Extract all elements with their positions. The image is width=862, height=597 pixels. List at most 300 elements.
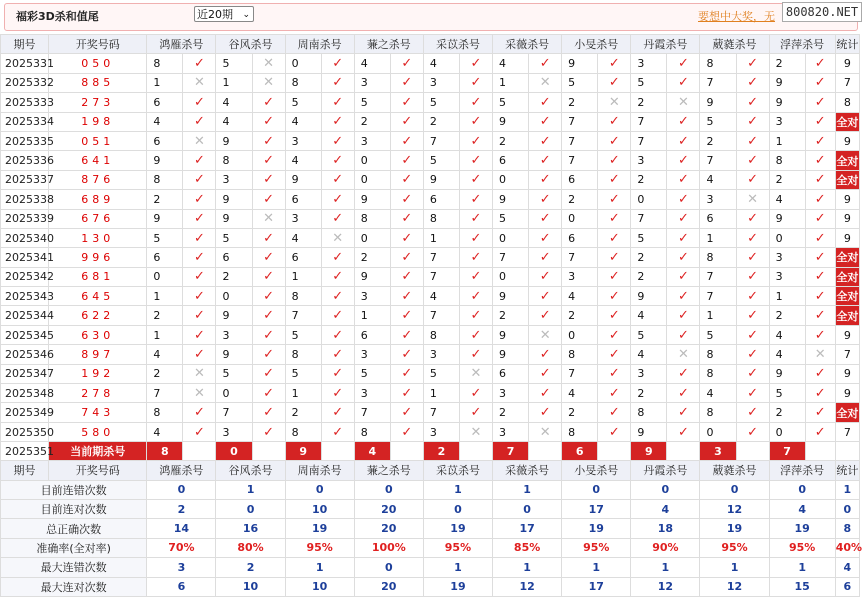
stat-label: 最大连对次数: [1, 577, 147, 596]
check-icon: ✓: [598, 151, 631, 170]
check-icon: ✓: [390, 345, 423, 364]
kill-pick-cell: 9: [285, 170, 321, 189]
stat-value: 16: [216, 519, 285, 538]
check-icon: ✓: [667, 112, 700, 131]
stat-value: 1: [493, 558, 562, 577]
kill-pick-cell: 0: [147, 267, 183, 286]
draw-number-cell: 681: [49, 267, 147, 286]
col-header-draw: 开奖号码: [49, 461, 147, 480]
kill-pick-cell: 4: [354, 54, 390, 73]
draw-number-cell: 876: [49, 170, 147, 189]
kill-pick-cell: 2: [631, 384, 667, 403]
stat-value: 4: [631, 499, 700, 518]
kill-pick-cell: 8: [285, 73, 321, 92]
period-cell: 2025348: [1, 384, 49, 403]
col-header-expert: 采薇杀号: [493, 35, 562, 54]
check-icon: ✓: [736, 73, 769, 92]
stat-value: 0: [423, 499, 492, 518]
check-icon: ✓: [183, 345, 216, 364]
period-cell: 2025347: [1, 364, 49, 383]
stat-value: 0: [631, 480, 700, 499]
check-icon: ✓: [390, 248, 423, 267]
period-range-value: 近20期: [197, 8, 233, 21]
kill-pick-cell: 6: [700, 209, 736, 228]
kill-pick-cell: 0: [562, 325, 598, 344]
current-pick-cell: 0: [216, 442, 252, 461]
period-cell: 2025341: [1, 248, 49, 267]
kill-pick-cell: 6: [493, 151, 529, 170]
kill-pick-cell: 3: [354, 73, 390, 92]
col-header-expert: 蒹之杀号: [354, 35, 423, 54]
kill-pick-cell: 4: [493, 54, 529, 73]
check-icon: ✓: [529, 112, 562, 131]
table-row: [1, 345, 860, 364]
kill-pick-cell: 4: [769, 190, 805, 209]
current-pick-cell: 4: [354, 442, 390, 461]
check-icon: ✓: [390, 364, 423, 383]
kill-pick-cell: 7: [700, 287, 736, 306]
kill-pick-cell: 7: [423, 403, 459, 422]
stat-label: 目前连对次数: [1, 499, 147, 518]
check-icon: ✓: [667, 170, 700, 189]
check-icon: ✓: [459, 112, 492, 131]
stat-row: [1, 519, 860, 538]
table-row: [1, 170, 860, 189]
check-icon: ✓: [390, 228, 423, 247]
stat-value: 20: [354, 499, 423, 518]
kill-pick-cell: 5: [700, 325, 736, 344]
page-title: 福彩3D杀和值尾: [16, 10, 99, 23]
kill-pick-cell: 9: [216, 345, 252, 364]
kill-pick-cell: 2: [769, 306, 805, 325]
check-icon: ✓: [390, 287, 423, 306]
check-icon: ✓: [598, 403, 631, 422]
check-icon: ✓: [667, 248, 700, 267]
col-header-expert: 鸿雁杀号: [147, 35, 216, 54]
stat-value: 1: [423, 558, 492, 577]
empty-cell: [805, 442, 835, 461]
kill-pick-cell: 2: [285, 403, 321, 422]
kill-pick-cell: 0: [216, 384, 252, 403]
check-icon: ✓: [736, 151, 769, 170]
check-icon: ✓: [183, 93, 216, 112]
table-row: [1, 287, 860, 306]
kill-pick-cell: 7: [562, 131, 598, 150]
check-icon: ✓: [183, 403, 216, 422]
kill-pick-cell: 5: [423, 364, 459, 383]
check-icon: ✓: [459, 73, 492, 92]
col-header-period: 期号: [1, 35, 49, 54]
check-icon: ✓: [667, 73, 700, 92]
stat-value: 1: [769, 558, 835, 577]
check-icon: ✓: [183, 267, 216, 286]
empty-cell: [183, 442, 216, 461]
check-icon: ✓: [459, 190, 492, 209]
kill-pick-cell: 3: [216, 325, 252, 344]
kill-pick-cell: 2: [700, 131, 736, 150]
kill-pick-cell: 4: [147, 345, 183, 364]
check-icon: ✓: [598, 364, 631, 383]
check-icon: ✓: [183, 287, 216, 306]
kill-pick-cell: 0: [354, 151, 390, 170]
check-icon: ✓: [598, 54, 631, 73]
kill-pick-cell: 3: [631, 364, 667, 383]
top-bar: [0, 0, 860, 32]
col-header-total: 统计: [835, 35, 859, 54]
total-cell: 全对: [835, 403, 859, 422]
check-icon: ✓: [321, 403, 354, 422]
kill-pick-cell: 7: [562, 248, 598, 267]
check-icon: ✓: [529, 364, 562, 383]
kill-pick-cell: 9: [147, 209, 183, 228]
kill-pick-cell: 2: [423, 112, 459, 131]
kill-pick-cell: 6: [147, 131, 183, 150]
check-icon: ✓: [183, 325, 216, 344]
period-cell: 2025350: [1, 422, 49, 441]
kill-pick-cell: 9: [493, 345, 529, 364]
table-row: [1, 151, 860, 170]
table-row: [1, 248, 860, 267]
stat-value: 90%: [631, 538, 700, 557]
check-icon: ✓: [321, 267, 354, 286]
col-header-expert: 葳蕤杀号: [700, 461, 769, 480]
table-row: [1, 403, 860, 422]
stat-value: 0: [769, 480, 835, 499]
check-icon: ✓: [598, 73, 631, 92]
kill-pick-cell: 8: [147, 54, 183, 73]
stat-value: 1: [700, 558, 769, 577]
current-pick-cell: 3: [700, 442, 736, 461]
kill-pick-cell: 3: [493, 384, 529, 403]
kill-pick-cell: 8: [354, 422, 390, 441]
stat-value: 19: [562, 519, 631, 538]
check-icon: ✓: [321, 93, 354, 112]
empty-cell: [529, 442, 562, 461]
cross-icon: ✕: [667, 93, 700, 112]
stat-value: 70%: [147, 538, 216, 557]
kill-pick-cell: 9: [147, 151, 183, 170]
kill-pick-cell: 6: [354, 325, 390, 344]
check-icon: ✓: [390, 190, 423, 209]
check-icon: ✓: [805, 384, 835, 403]
check-icon: ✓: [321, 73, 354, 92]
check-icon: ✓: [598, 190, 631, 209]
kill-pick-cell: 6: [147, 93, 183, 112]
col-header-expert: 谷风杀号: [216, 35, 285, 54]
kill-pick-cell: 5: [423, 93, 459, 112]
kill-pick-cell: 6: [562, 170, 598, 189]
check-icon: ✓: [529, 228, 562, 247]
check-icon: ✓: [736, 403, 769, 422]
stat-value: 12: [631, 577, 700, 596]
draw-number-cell: 676: [49, 209, 147, 228]
kill-pick-cell: 4: [285, 228, 321, 247]
stat-value: 20: [354, 577, 423, 596]
kill-pick-cell: 2: [562, 403, 598, 422]
check-icon: ✓: [459, 384, 492, 403]
kill-pick-cell: 3: [631, 54, 667, 73]
kill-pick-cell: 2: [631, 267, 667, 286]
draw-number-cell: 580: [49, 422, 147, 441]
col-header-draw: 开奖号码: [49, 35, 147, 54]
check-icon: ✓: [321, 248, 354, 267]
check-icon: ✓: [321, 287, 354, 306]
kill-pick-cell: 9: [769, 73, 805, 92]
kill-pick-cell: 9: [769, 364, 805, 383]
kill-pick-cell: 8: [147, 403, 183, 422]
kill-pick-cell: 0: [354, 228, 390, 247]
kill-pick-cell: 8: [769, 151, 805, 170]
total-cell: 全对: [835, 287, 859, 306]
draw-number-cell: 051: [49, 131, 147, 150]
col-header-expert: 蒹之杀号: [354, 461, 423, 480]
kill-pick-cell: 2: [147, 364, 183, 383]
table-row: [1, 73, 860, 92]
check-icon: ✓: [805, 151, 835, 170]
check-icon: ✓: [459, 93, 492, 112]
check-icon: ✓: [529, 384, 562, 403]
check-icon: ✓: [598, 131, 631, 150]
kill-pick-cell: 0: [493, 170, 529, 189]
check-icon: ✓: [459, 248, 492, 267]
cross-icon: ✕: [252, 73, 285, 92]
stat-value: 17: [562, 499, 631, 518]
check-icon: ✓: [321, 131, 354, 150]
check-icon: ✓: [390, 54, 423, 73]
check-icon: ✓: [183, 228, 216, 247]
kill-pick-cell: 8: [285, 287, 321, 306]
kill-pick-cell: 2: [769, 54, 805, 73]
kill-pick-cell: 1: [423, 384, 459, 403]
table-row: [1, 190, 860, 209]
kill-pick-cell: 1: [700, 228, 736, 247]
check-icon: ✓: [667, 190, 700, 209]
chevron-down-icon: ⌄: [242, 10, 250, 20]
current-pick-cell: 7: [493, 442, 529, 461]
cross-icon: ✕: [529, 73, 562, 92]
check-icon: ✓: [459, 131, 492, 150]
check-icon: ✓: [736, 228, 769, 247]
total-cell: 8: [835, 93, 859, 112]
check-icon: ✓: [252, 422, 285, 441]
kill-pick-cell: 9: [216, 131, 252, 150]
stat-value: 0: [147, 480, 216, 499]
draw-number-cell: 198: [49, 112, 147, 131]
col-header-expert: 采苡杀号: [423, 35, 492, 54]
kill-pick-cell: 0: [285, 54, 321, 73]
kill-pick-cell: 2: [631, 248, 667, 267]
stat-value: 2: [147, 499, 216, 518]
kill-pick-cell: 3: [354, 384, 390, 403]
kill-pick-cell: 0: [769, 228, 805, 247]
kill-pick-cell: 3: [631, 151, 667, 170]
check-icon: ✓: [390, 151, 423, 170]
kill-pick-cell: 3: [285, 209, 321, 228]
kill-pick-cell: 8: [700, 248, 736, 267]
check-icon: ✓: [667, 306, 700, 325]
kill-pick-cell: 7: [216, 403, 252, 422]
kill-pick-cell: 5: [631, 228, 667, 247]
cross-icon: ✕: [252, 54, 285, 73]
kill-pick-cell: 7: [562, 364, 598, 383]
stat-row: [1, 499, 860, 518]
stat-row: [1, 577, 860, 596]
check-icon: ✓: [459, 228, 492, 247]
stat-value: 3: [147, 558, 216, 577]
kill-pick-cell: 2: [354, 112, 390, 131]
kill-pick-cell: 5: [493, 209, 529, 228]
kill-pick-cell: 2: [493, 306, 529, 325]
stat-row: [1, 538, 860, 557]
table-row: [1, 93, 860, 112]
kill-pick-cell: 5: [423, 151, 459, 170]
current-pick-cell: 2: [423, 442, 459, 461]
kill-pick-cell: 3: [423, 73, 459, 92]
stats-body: [1, 461, 860, 597]
col-header-expert: 小旻杀号: [562, 35, 631, 54]
kill-pick-cell: 6: [285, 190, 321, 209]
check-icon: ✓: [529, 345, 562, 364]
promo-link[interactable]: 要想中大奖，无: [698, 10, 775, 23]
current-pick-cell: 6: [562, 442, 598, 461]
table-row: [1, 364, 860, 383]
kill-pick-cell: 2: [147, 306, 183, 325]
current-period-row: [1, 442, 860, 461]
check-icon: ✓: [321, 112, 354, 131]
check-icon: ✓: [459, 54, 492, 73]
stat-value: 12: [700, 577, 769, 596]
stat-value: 12: [493, 577, 562, 596]
check-icon: ✓: [805, 287, 835, 306]
period-cell: 2025331: [1, 54, 49, 73]
draw-number-cell: 645: [49, 287, 147, 306]
kill-pick-cell: 9: [216, 306, 252, 325]
stat-value: 1: [631, 558, 700, 577]
kill-pick-cell: 7: [423, 248, 459, 267]
col-header-expert: 浮萍杀号: [769, 35, 835, 54]
kill-pick-cell: 3: [769, 267, 805, 286]
draw-number-cell: 192: [49, 364, 147, 383]
kill-pick-cell: 3: [423, 422, 459, 441]
empty-cell: [835, 442, 859, 461]
results-body: [1, 54, 860, 461]
period-range-select[interactable]: [194, 6, 254, 22]
stat-value: 18: [631, 519, 700, 538]
kill-pick-cell: 8: [700, 54, 736, 73]
check-icon: ✓: [667, 403, 700, 422]
cross-icon: ✕: [459, 422, 492, 441]
kill-pick-cell: 7: [562, 151, 598, 170]
table-row: [1, 131, 860, 150]
check-icon: ✓: [252, 131, 285, 150]
check-icon: ✓: [252, 112, 285, 131]
empty-cell: [667, 442, 700, 461]
stat-value: 95%: [423, 538, 492, 557]
kill-pick-cell: 7: [423, 131, 459, 150]
stat-value: 19: [285, 519, 354, 538]
check-icon: ✓: [598, 287, 631, 306]
current-pick-cell: 7: [769, 442, 805, 461]
check-icon: ✓: [252, 384, 285, 403]
period-cell: 2025351: [1, 442, 49, 461]
period-cell: 2025346: [1, 345, 49, 364]
kill-pick-cell: 7: [631, 112, 667, 131]
col-header-period: 期号: [1, 461, 49, 480]
check-icon: ✓: [459, 345, 492, 364]
total-cell: 9: [835, 228, 859, 247]
stat-value: 20: [354, 519, 423, 538]
total-cell: 全对: [835, 306, 859, 325]
total-cell: 7: [835, 422, 859, 441]
kill-pick-cell: 1: [216, 73, 252, 92]
check-icon: ✓: [390, 384, 423, 403]
check-icon: ✓: [390, 209, 423, 228]
kill-pick-cell: 2: [147, 190, 183, 209]
check-icon: ✓: [252, 325, 285, 344]
check-icon: ✓: [529, 248, 562, 267]
empty-cell: [321, 442, 354, 461]
check-icon: ✓: [598, 345, 631, 364]
empty-cell: [459, 442, 492, 461]
stat-value: 0: [562, 480, 631, 499]
kill-pick-cell: 5: [562, 73, 598, 92]
check-icon: ✓: [736, 112, 769, 131]
kill-pick-cell: 4: [423, 54, 459, 73]
kill-pick-cell: 9: [700, 93, 736, 112]
kill-pick-cell: 7: [423, 267, 459, 286]
check-icon: ✓: [529, 131, 562, 150]
check-icon: ✓: [736, 93, 769, 112]
period-cell: 2025349: [1, 403, 49, 422]
check-icon: ✓: [390, 306, 423, 325]
check-icon: ✓: [252, 190, 285, 209]
check-icon: ✓: [459, 267, 492, 286]
stat-value: 17: [493, 519, 562, 538]
stat-total: 0: [835, 499, 859, 518]
check-icon: ✓: [667, 228, 700, 247]
check-icon: ✓: [598, 267, 631, 286]
check-icon: ✓: [667, 54, 700, 73]
check-icon: ✓: [529, 93, 562, 112]
cross-icon: ✕: [667, 345, 700, 364]
kill-pick-cell: 0: [631, 190, 667, 209]
stat-value: 19: [423, 577, 492, 596]
check-icon: ✓: [598, 325, 631, 344]
check-icon: ✓: [805, 248, 835, 267]
col-header-expert: 采薇杀号: [493, 461, 562, 480]
kill-pick-cell: 9: [354, 190, 390, 209]
kill-pick-cell: 4: [769, 325, 805, 344]
kill-pick-cell: 9: [631, 287, 667, 306]
stat-value: 0: [354, 480, 423, 499]
cross-icon: ✕: [321, 228, 354, 247]
current-label: 当前期杀号: [49, 442, 147, 461]
site-watermark: 800820.NET: [782, 2, 862, 22]
stat-total: 1: [835, 480, 859, 499]
col-header-total: 统计: [835, 461, 859, 480]
kill-pick-cell: 5: [354, 93, 390, 112]
check-icon: ✓: [805, 364, 835, 383]
check-icon: ✓: [805, 228, 835, 247]
kill-pick-cell: 4: [700, 384, 736, 403]
kill-pick-cell: 2: [562, 190, 598, 209]
check-icon: ✓: [805, 403, 835, 422]
check-icon: ✓: [529, 403, 562, 422]
check-icon: ✓: [390, 131, 423, 150]
check-icon: ✓: [183, 112, 216, 131]
kill-pick-cell: 2: [631, 93, 667, 112]
check-icon: ✓: [529, 306, 562, 325]
